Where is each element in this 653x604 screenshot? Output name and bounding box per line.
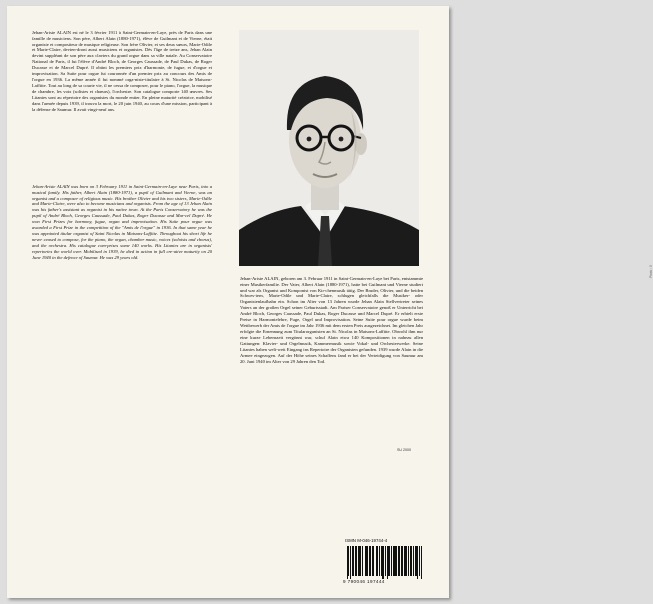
barcode-bar xyxy=(411,546,412,576)
barcode-bar xyxy=(408,546,409,576)
barcode-bar xyxy=(379,546,380,576)
barcode-bar xyxy=(417,546,418,579)
barcode-bar xyxy=(401,546,402,576)
barcode-bar xyxy=(388,546,389,576)
barcode-bar xyxy=(367,546,368,576)
barcode-bar xyxy=(413,546,414,576)
ismn-number: ISMN M-046-19744-4 xyxy=(345,538,388,543)
barcode-bar xyxy=(421,546,422,579)
photo-credit: Photo : X xyxy=(649,264,653,278)
barcode-bar xyxy=(362,546,363,576)
barcode-bar xyxy=(406,546,407,576)
biography-french: Jehan-Ariste ALAIN est né le 3 février 1911 à Saint-Germain-en-Laye, près de Paris dans une famille de musiciens. Son père, Albert Alain (1880-1971), élève de Guilmant et de Vierne, était organiste et compositeur de musique religieuse. Son frère Olivier, et ses deux sœurs, Marie-Odile et Marie-Claire, devien-dront aussi musiciens et organistes. Dès l'âge de treize ans, Jehan Alain devint suppléant de son père aux claviers du grand orgue dans sa ville natale. Au Conservatoire National de Paris, il fut l'élève d'André Bloch, de Georges Caussade, de Paul Dukas, de Roger Ducasse et de Marcel Dupré. Il obtint les premiers prix d'harmonie, de fugue, et d'orgue et improvisation. Sa Suite pour orgue fut couronnée d'un premier prix au concours des Amis de l'orgue en 1936. La même année il fut nommé orga-niste-titulaire à St. Nicolas de Maisons-Laffitte. Tout au long de sa courte vie, il ne cessa de composer, pour le piano, l'orgue, la musique de chambre, les voix (solistes et chœurs), l'orchestre. Son catalogue comporte 140 œuvres. Ses Litanies sont au répertoire des organistes du monde entier. En pleine maturité créatrice, mobilisé dans l'armée depuis 1939, il trouva la mort, le 20 juin 1940, au cours d'une mission, participant à la défense de Saumur. Il avait vingt-neuf ans. xyxy=(32,29,212,112)
back-cover-page xyxy=(7,6,653,598)
barcode-bar xyxy=(391,546,392,576)
barcode-bar xyxy=(372,546,373,576)
portrait-illustration xyxy=(239,30,419,266)
barcode-bar xyxy=(366,546,367,576)
barcode-bar xyxy=(348,546,349,576)
barcode-bar xyxy=(377,546,378,576)
catalogue-code: SU 2000 xyxy=(397,448,411,452)
barcode xyxy=(343,546,423,586)
biography-english: Jehan-Ariste ALAIN was born on 3 February 1911 in Saint-Germain-en-Laye near Paris, into a musical family. His father, Albert Alain (1880-1971), a pupil of Guilmant and Vierne, was an organist and a composer of religious music. His brother Olivier and his two sisters, Marie-Odile and Marie-Claire, were also to become musicians and organists. From the age of 13 Jehan Alain was his father's assistant as organist in his native town. At the Paris Conservatory he was the pupil of André Bloch, Georges Caussade, Paul Dukas, Roger Ducasse and Mar-cel Dupré. He won First Prizes for harmony, fugue, organ and improvisation. His Suite pour orgue was awarded a First Prize in the competition of the "Amis de l'orgue" in 1936. In that same year he was appointed titular organist of Saint Nicolas in Maisons-Laffitte. Throughout his short life he never ceased to compose, for the piano, the organ, chamber music, voices (soloists and chorus), and the orchestra. His catalogue com-prises some 140 works. His Litanies are in organists' repertories the world over. Mobilised in 1939, he died in action in full cre-ative maturity on 20 June 1940 in the defence of Saumur. He was 29 years old. xyxy=(32,183,212,261)
barcode-bar xyxy=(402,546,403,576)
portrait-photo xyxy=(239,30,653,278)
barcode-bar xyxy=(353,546,354,576)
barcode-bar xyxy=(355,546,357,576)
barcode-digits: 9 790046 197444 xyxy=(343,579,385,584)
biography-german: Jehan-Ariste ALAIN, geboren am 3. Februar 1911 in Saint-Germain-en-Laye bei Paris, entstammte einer Musikerfamilie. Der Vater, Albert Alain (1880-1971), hatte bei Guilmant und Vierne studiert und war als Organist und Komponist von Kir-chenmusik tätig. Der Bruder, Olivier, und die beiden Schwes-tern, Marie-Odile und Marie-Claire, schlugen gleichfalls die Musiker- oder Organistenlaufbahn ein. Schon im Alter von 13 Jahren wurde Jehan Alain Stellvertreter seines Vaters an der großen Orgel seiner Geburtsstadt. Am Pariser Conservatoire genoß er Unterricht bei André Bloch, Georges Caussade, Paul Dukas, Roger Ducasse und Marcel Dupré. Er erhielt erste Preise in Harmonielehre, Fuge, Orgel und Improvisation. Seine Suite pour orgue wurde beim Wettbewerb der Amis de l'orgue im Jahr 1936 mit dem ersten Preis ausgezeichnet. Im gleichen Jahr erfolgte die Ernennung zum Titularorganisten an St. Nicolas in Maisons-Laffitte. Obwohl ihm nur eine kurze Lebenszeit vergönnt war, schuf Alain etwa 140 Kompositionen in nahezu allen Gattungen: Klavier- und Orgelmusik, Kammermusik sowie Vokal- und Orchesterwerke. Seine Litanies haben welt-weit Eingang ins Repertoire der Organisten gefunden. 1939 wurde Alain in die Armee eingezogen. Auf der Höhe seines Schaffens fand er bei der Verteidigung von Saumur am 20. Juni 1940 im Alter von 29 Jahren den Tod. xyxy=(240,275,423,364)
barcode-bar xyxy=(373,546,374,576)
barcode-bar xyxy=(359,546,360,576)
barcode-bar xyxy=(395,546,396,576)
barcode-bars xyxy=(343,546,423,578)
barcode-bar xyxy=(350,546,351,579)
barcode-bar xyxy=(385,546,386,576)
barcode-bar xyxy=(382,546,384,579)
barcode-bar xyxy=(419,546,420,576)
barcode-bar xyxy=(394,546,395,576)
